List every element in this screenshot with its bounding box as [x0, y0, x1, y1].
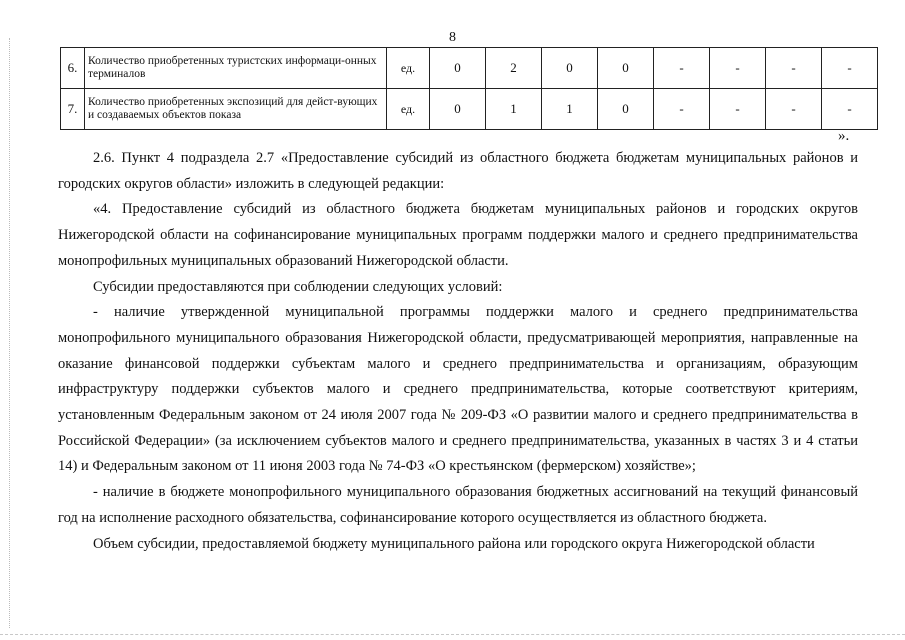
value-cell: -: [654, 48, 710, 89]
value-cell: 0: [430, 89, 486, 130]
paragraph-subsidy-volume: Объем субсидии, предоставляемой бюджету муниципального района или городского округа Нижегородской области: [93, 535, 815, 552]
indicator-name: Количество приобретенных экспозиций для дейст-вующих и создаваемых объектов показа: [85, 89, 387, 130]
indicators-table: [60, 47, 878, 130]
value-cell: 1: [542, 89, 598, 130]
indicator-name: Количество приобретенных туристских информаци-онных терминалов: [85, 48, 387, 89]
paragraph-condition-budget: - наличие в бюджете монопрофильного муниципального образования бюджетных ассигнований на текущий финансовый год на исполнение расходного обязательства, софинансирование которого осуществляется из областного бюджета.: [58, 484, 858, 526]
paragraph-amendment-intro: 2.6. Пункт 4 подраздела 2.7 «Предоставление субсидий из областного бюджета бюджетам муниципальных районов и городских округов области» изложить в следующей редакции:: [58, 150, 858, 192]
value-cell: -: [822, 89, 878, 130]
value-cell: 0: [598, 48, 654, 89]
value-cell: -: [766, 89, 822, 130]
page-number: 8: [449, 30, 456, 45]
body-text: [58, 146, 858, 557]
paragraph-subsidy-purpose: «4. Предоставление субсидий из областного бюджета бюджетам муниципальных районов и городских округов Нижегородской области на софинансирование муниципальных программ поддержки малого и среднего предпринимательства монопрофильных муниципальных образований Нижегородской области.: [58, 201, 858, 269]
unit-cell: ед.: [387, 89, 430, 130]
value-cell: 2: [486, 48, 542, 89]
scan-edge-mark: [9, 38, 11, 628]
unit-cell: ед.: [387, 48, 430, 89]
paragraph-conditions-intro: Субсидии предоставляются при соблюдении следующих условий:: [93, 278, 503, 295]
value-cell: -: [654, 89, 710, 130]
row-number: 6.: [61, 48, 85, 89]
value-cell: -: [710, 48, 766, 89]
closing-quote: ».: [838, 128, 850, 144]
table-row: [61, 89, 878, 130]
value-cell: -: [822, 48, 878, 89]
value-cell: 0: [598, 89, 654, 130]
value-cell: 0: [542, 48, 598, 89]
value-cell: 1: [486, 89, 542, 130]
value-cell: -: [766, 48, 822, 89]
value-cell: 0: [430, 48, 486, 89]
scan-edge-mark: [0, 634, 905, 636]
paragraph-condition-program: - наличие утвержденной муниципальной программы поддержки малого и среднего предпринимательства монопрофильного муниципального образования Нижегородской области, предусматривающей мероприятия, направленные на оказание финансовой поддержки субъектам малого и среднего предпринимательства и организациям, образующим инфраструктуру поддержки субъектов малого и среднего предпринимательства, которые соответствуют критериям, установленным Федеральным законом от 24 июля 2007 года № 209-ФЗ «О развитии малого и среднего предпринимательства в Российской Федерации» (за исключением субъектов малого и среднего предпринимательства, указанных в частях 3 и 4 статьи 14) и Федеральным законом от 11 июня 2003 года № 74-ФЗ «О крестьянском (фермерском) хозяйстве»;: [58, 304, 858, 475]
value-cell: -: [710, 89, 766, 130]
row-number: 7.: [61, 89, 85, 130]
table-row: [61, 48, 878, 89]
